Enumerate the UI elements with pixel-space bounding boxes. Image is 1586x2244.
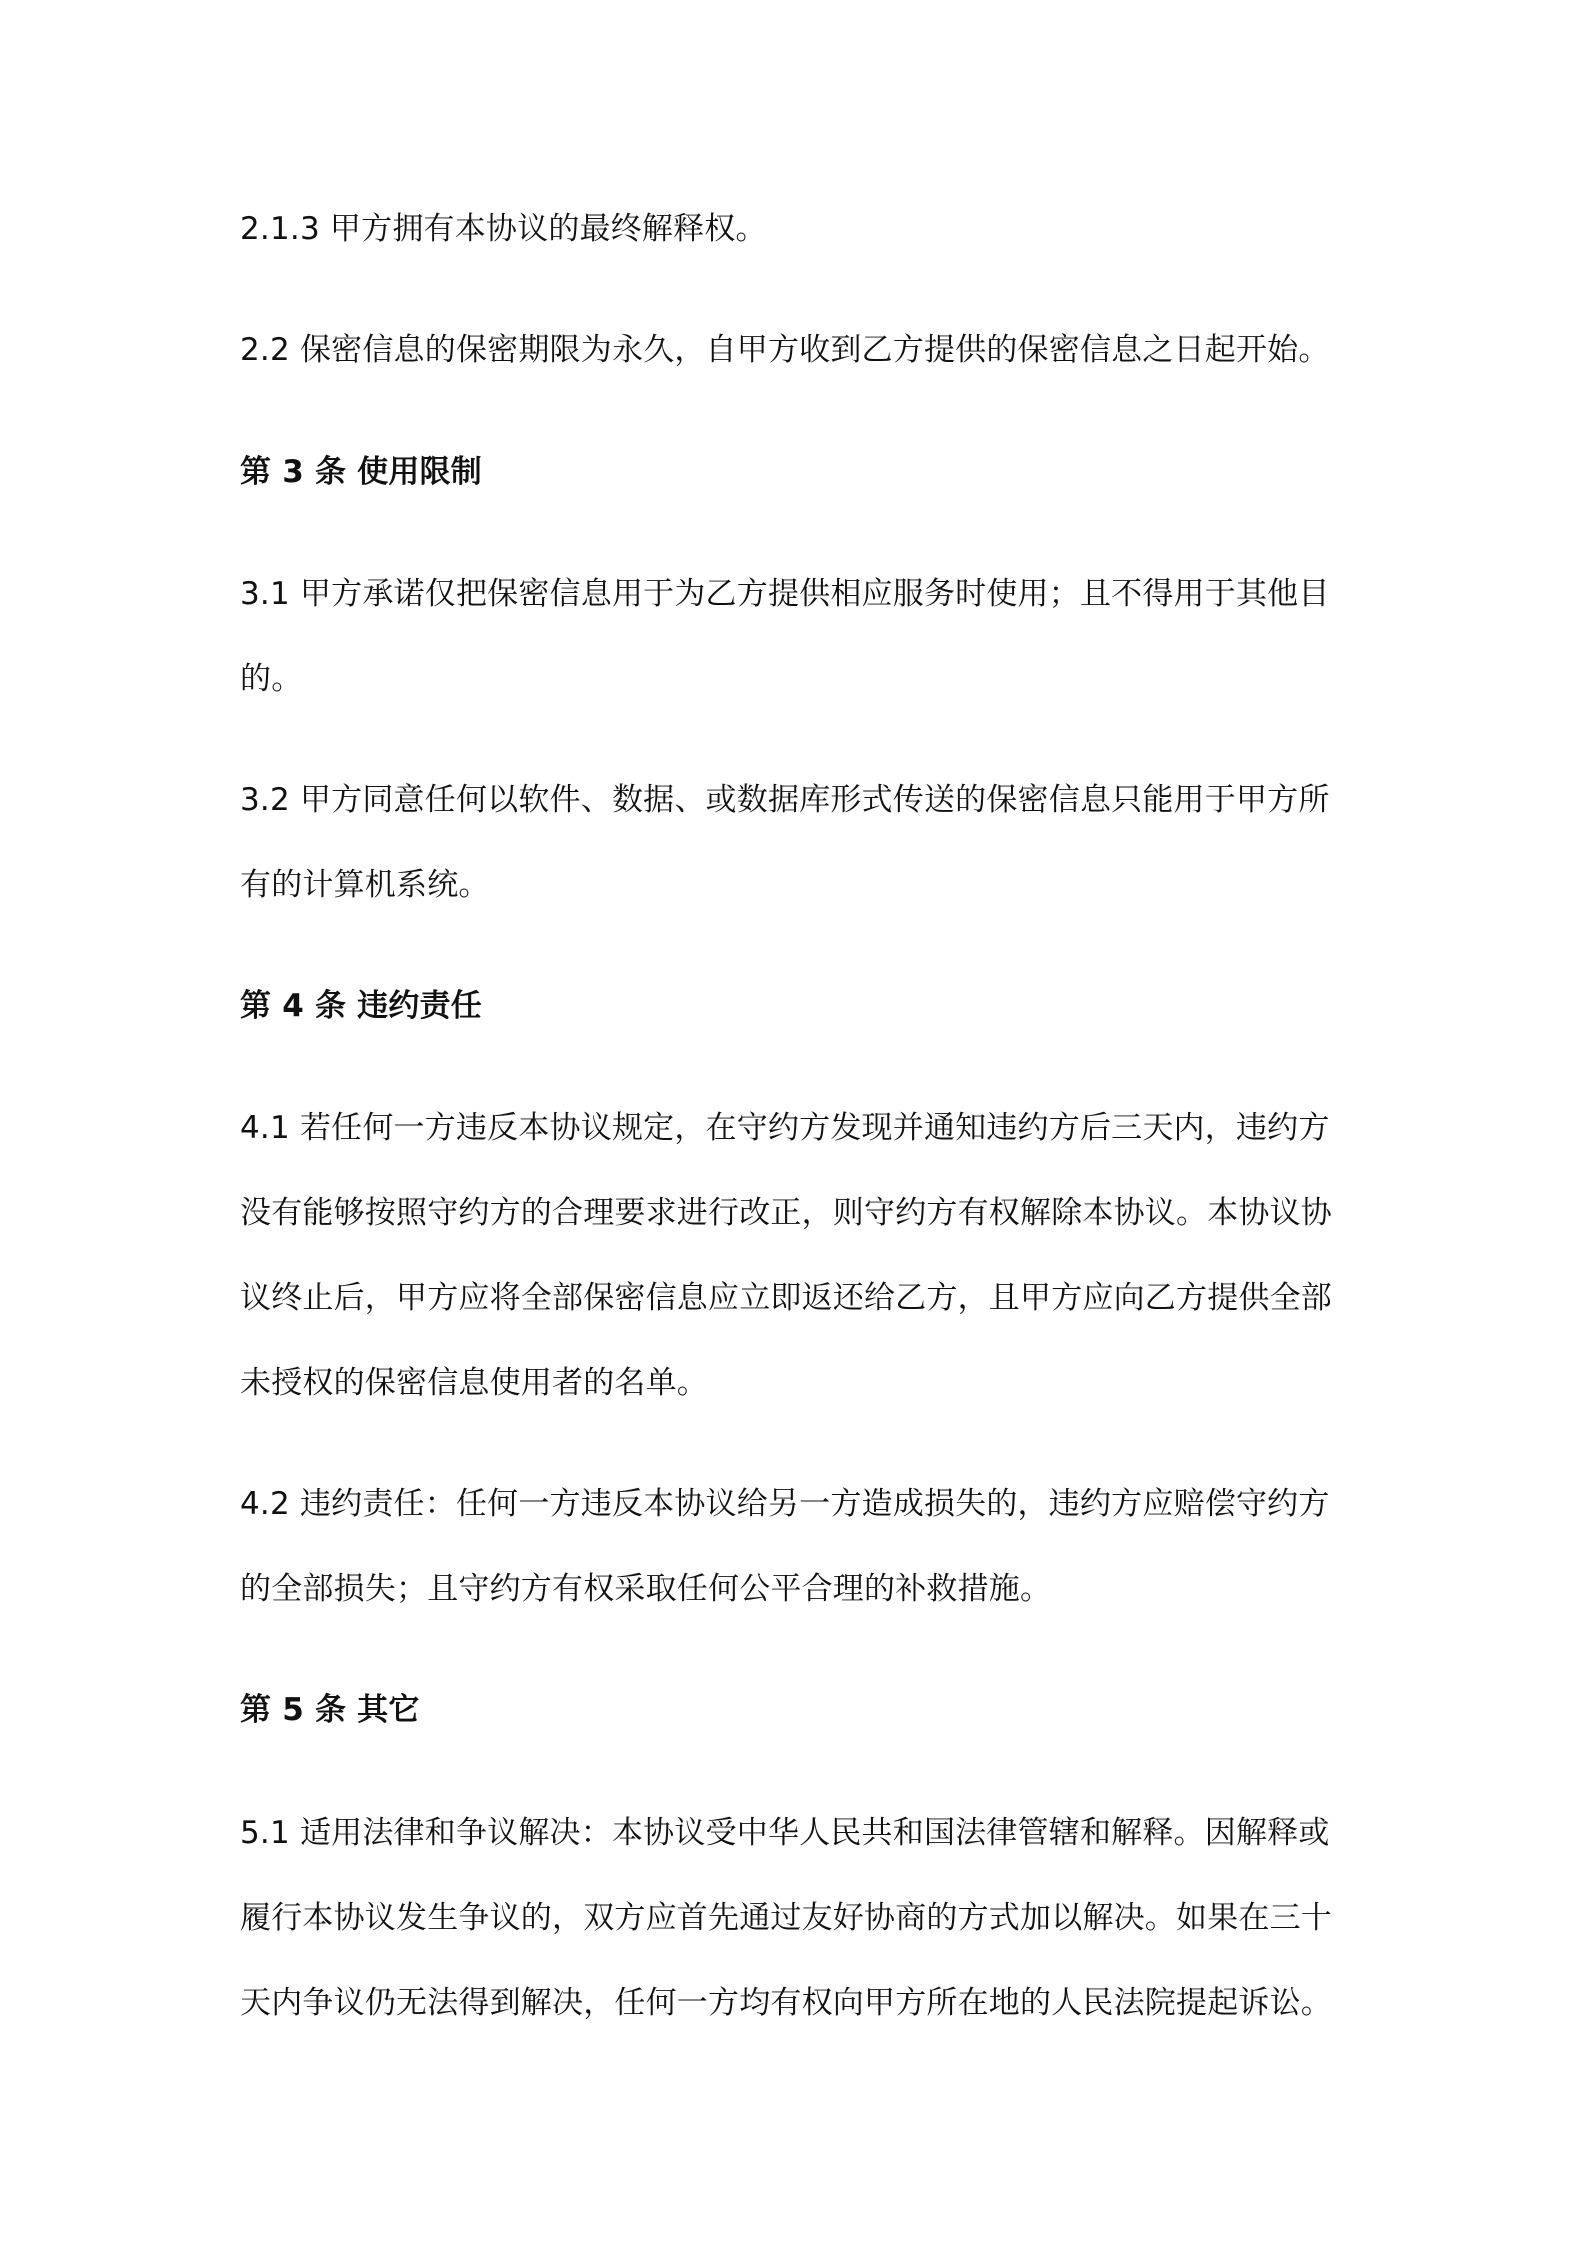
clause-4-2-line-2: 的全部损失；且守约方有权采取任何公平合理的补救措施。 [240,1571,1052,1607]
clause-4-1-line-1: 4.1 若任何一方违反本协议规定，在守约方发现并通知违约方后三天内，违约方 [240,1110,1330,1146]
clause-2-1-3: 2.1.3 甲方拥有本协议的最终解释权。 [240,211,767,247]
clause-3-1-line-1: 3.1 甲方承诺仅把保密信息用于为乙方提供相应服务时使用；且不得用于其他目 [240,576,1330,612]
clause-3-2-line-2: 有的计算机系统。 [240,867,490,903]
clause-2-2: 2.2 保密信息的保密期限为永久，自甲方收到乙方提供的保密信息之日起开始。 [240,332,1330,368]
clause-4-1-line-2: 没有能够按照守约方的合理要求进行改正，则守约方有权解除本协议。本协议协 [240,1195,1332,1231]
article-3-heading: 第 3 条 使用限制 [240,454,482,490]
clause-3-2-line-1: 3.2 甲方同意任何以软件、数据、或数据库形式传送的保密信息只能用于甲方所 [240,782,1330,818]
clause-4-1-line-3: 议终止后，甲方应将全部保密信息应立即返还给乙方，且甲方应向乙方提供全部 [240,1280,1332,1316]
article-5-heading: 第 5 条 其它 [240,1692,420,1728]
clause-4-2-line-1: 4.2 违约责任：任何一方违反本协议给另一方造成损失的，违约方应赔偿守约方 [240,1486,1330,1522]
clause-4-1-line-4: 未授权的保密信息使用者的名单。 [240,1365,708,1401]
article-4-heading: 第 4 条 违约责任 [240,988,482,1024]
clause-5-1-line-1: 5.1 适用法律和争议解决：本协议受中华人民共和国法律管辖和解释。因解释或 [240,1815,1330,1851]
clause-5-1-line-3: 天内争议仍无法得到解决，任何一方均有权向甲方所在地的人民法院提起诉讼。 [240,1985,1332,2021]
clause-3-1-line-2: 的。 [240,661,303,697]
clause-5-1-line-2: 履行本协议发生争议的，双方应首先通过友好协商的方式加以解决。如果在三十 [240,1900,1332,1936]
